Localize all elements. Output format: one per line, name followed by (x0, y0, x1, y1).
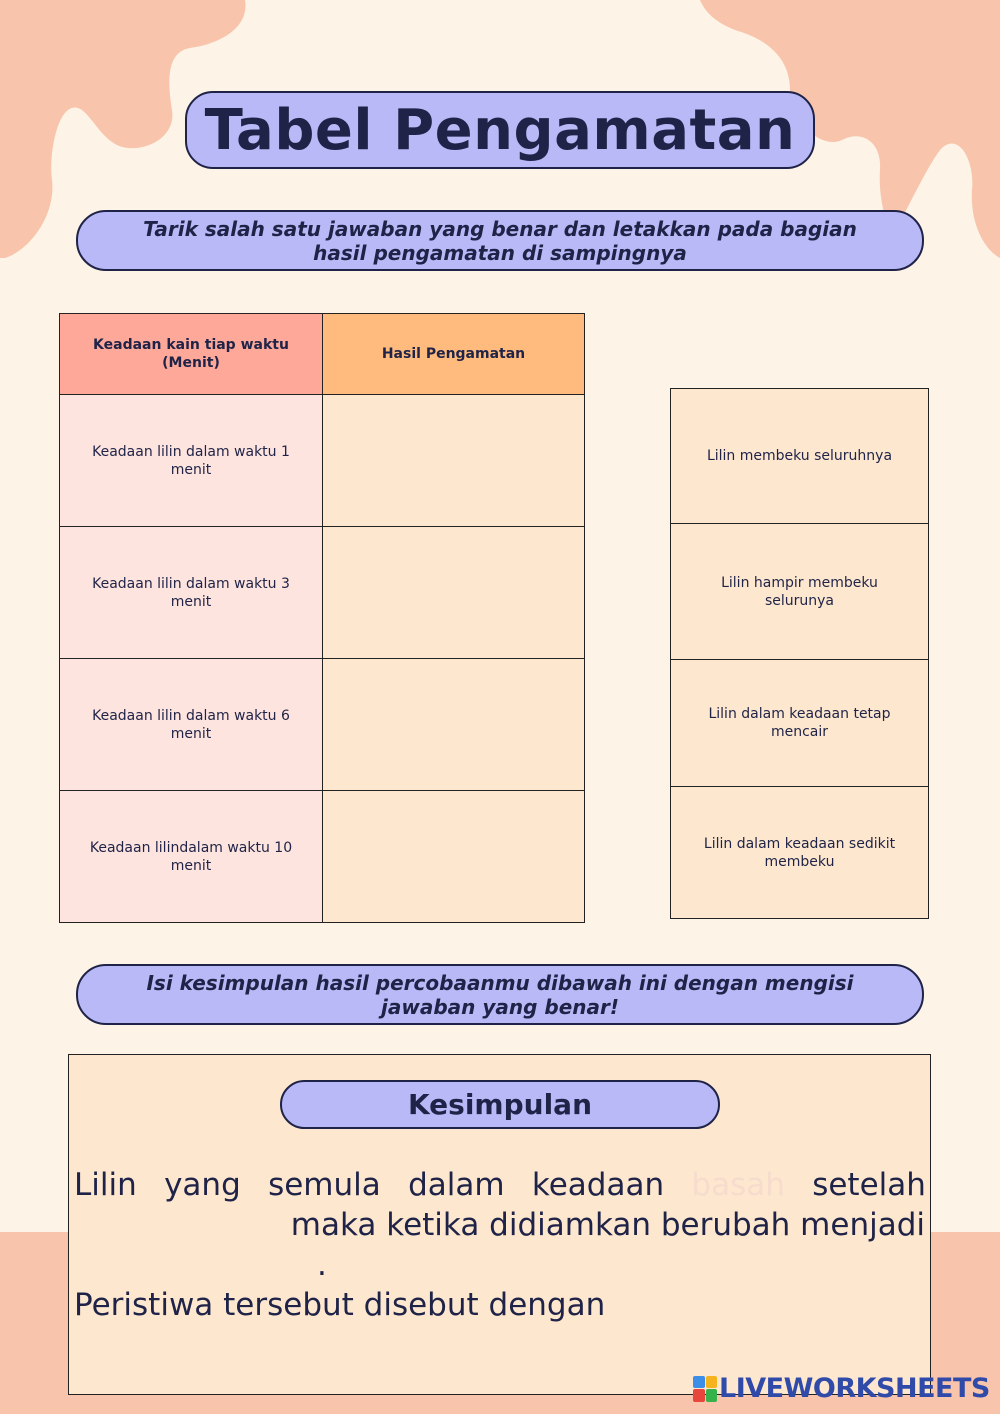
conclusion-box (68, 1054, 931, 1395)
condition-cell: Keadaan lilin dalam waktu 3 menit (60, 527, 323, 659)
draggable-option[interactable]: Lilin dalam keadaan sedikit membeku (670, 786, 929, 919)
draggable-option[interactable]: Lilin dalam keadaan tetap mencair (670, 659, 929, 788)
table-row (60, 791, 585, 923)
table-row (60, 659, 585, 791)
draggable-option[interactable]: Lilin hampir membeku selurunya (670, 523, 929, 660)
condition-cell: Keadaan lilin dalam waktu 1 menit (60, 395, 323, 527)
conclusion-line-2: maka ketika didiamkan berubah menjadi (290, 1207, 925, 1243)
result-drop-zone[interactable] (323, 395, 585, 527)
conclusion-word: Lilin (74, 1167, 137, 1203)
conclusion-line-1 (74, 1165, 926, 1205)
instruction-banner (76, 210, 924, 271)
title-banner (185, 91, 815, 169)
conclusion-word: semula (268, 1167, 381, 1203)
brand-name: LIVEWORKSHEETS (719, 1373, 990, 1404)
answer-blank-input[interactable]: basah (691, 1167, 785, 1203)
draggable-option[interactable]: Lilin membeku seluruhnya (670, 388, 929, 525)
result-drop-zone[interactable] (323, 659, 585, 791)
table-row (60, 395, 585, 527)
result-drop-zone[interactable] (323, 527, 585, 659)
page-title: Tabel Pengamatan (204, 97, 796, 163)
table-header-row (60, 314, 585, 395)
instruction-text: Tarik salah satu jawaban yang benar dan letakkan pada bagian hasil pengamatan di sampingnya (143, 216, 857, 265)
condition-cell: Keadaan lilin dalam waktu 6 menit (60, 659, 323, 791)
result-drop-zone[interactable] (323, 791, 585, 923)
table-row (60, 527, 585, 659)
observation-table (59, 313, 585, 923)
conclusion-line-4: Peristiwa tersebut disebut dengan (74, 1287, 606, 1323)
conclusion-title: Kesimpulan (280, 1080, 720, 1129)
condition-cell: Keadaan lilindalam waktu 10 menit (60, 791, 323, 923)
answer-options (670, 389, 929, 919)
header-condition: Keadaan kain tiap waktu (Menit) (60, 314, 323, 395)
conclusion-word: yang (164, 1167, 241, 1203)
conclusion-instruction-banner (76, 964, 924, 1025)
conclusion-line-3: . (317, 1247, 327, 1283)
header-result: Hasil Pengamatan (323, 314, 585, 395)
liveworksheets-brand (693, 1373, 990, 1404)
conclusion-word: keadaan (531, 1167, 665, 1203)
liveworksheets-logo-icon (693, 1376, 717, 1402)
conclusion-word: dalam (408, 1167, 505, 1203)
conclusion-word: setelah (812, 1167, 926, 1203)
conclusion-instruction-text: Isi kesimpulan hasil percobaanmu dibawah ini dengan mengisi jawaban yang benar! (146, 970, 854, 1019)
